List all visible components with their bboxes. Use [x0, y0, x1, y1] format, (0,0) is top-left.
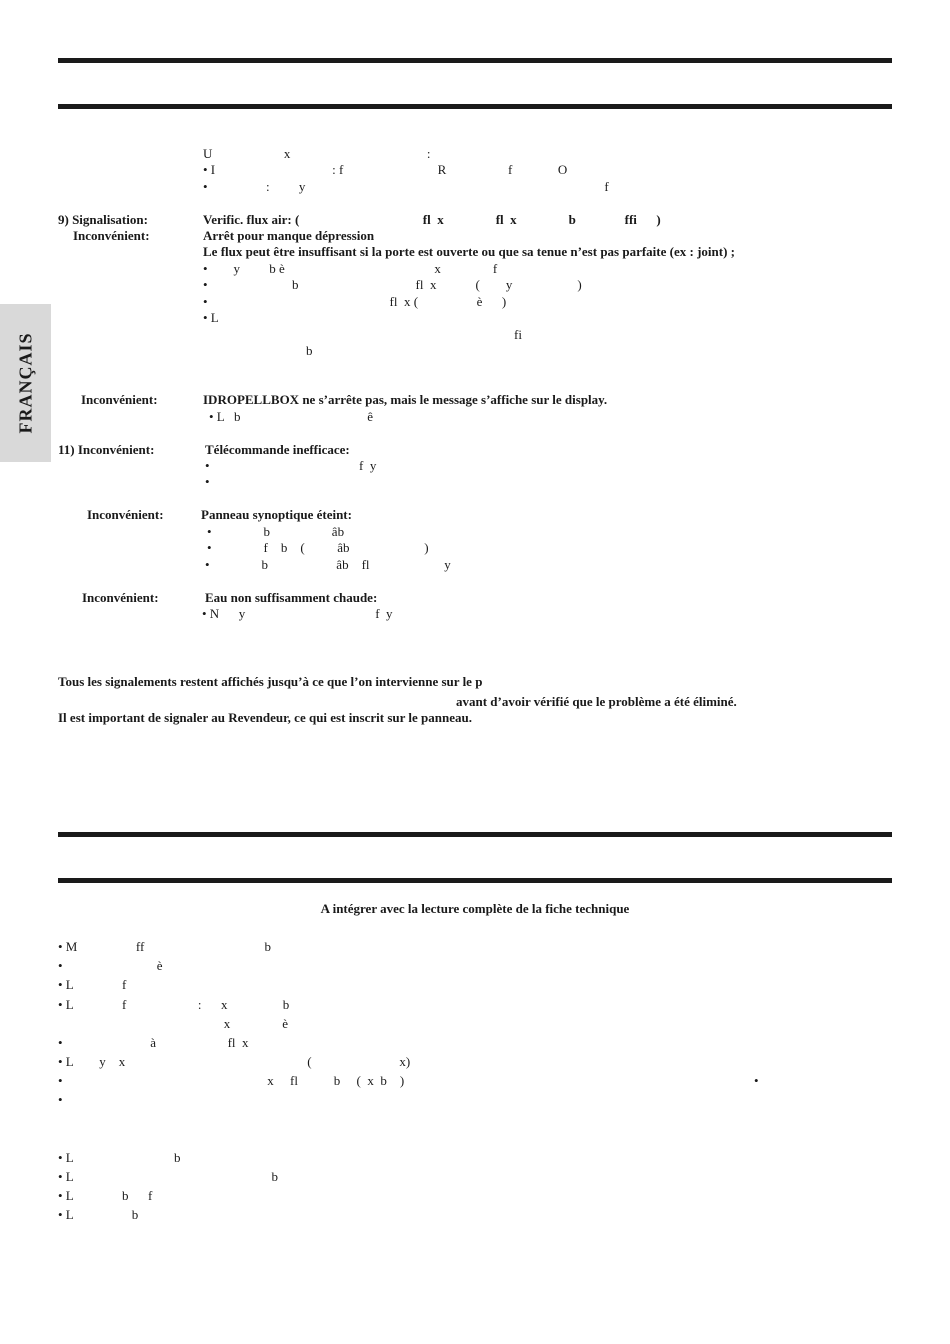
top-rule-2 — [58, 104, 892, 109]
bottom-rule-2 — [58, 878, 892, 883]
list2-item-4: • L b — [58, 1207, 139, 1222]
item13-label: Inconvénient: — [82, 590, 159, 605]
item9-bullet-4: • L — [203, 310, 219, 325]
note-line-1: Tous les signalements restent affichés jusqu’à ce que l’on intervienne sur le p — [58, 674, 483, 689]
list2-item-2: • L b — [58, 1169, 279, 1184]
item12-bullet-3: • b âb fl y — [205, 557, 451, 572]
item13-title: Eau non suffisamment chaude: — [205, 590, 378, 605]
language-tab-label: FRANÇAIS — [15, 332, 35, 434]
note-line-3: Il est important de signaler au Revendeur, ce qui est inscrit sur le panneau. — [58, 710, 472, 725]
list1-item-7: • L y x ( x) — [58, 1054, 411, 1069]
item11-label: 11) Inconvénient: — [58, 442, 155, 457]
list2-item-1: • L b — [58, 1150, 181, 1165]
item10-title: IDROPELLBOX ne s’arrête pas, mais le message s’affiche sur le display. — [203, 392, 608, 407]
section2-heading: A intégrer avec la lecture complète de la fiche technique — [320, 901, 630, 916]
item13-bullet: • N y f y — [202, 606, 393, 621]
list1-item-9: • — [58, 1092, 63, 1107]
item9-line-3: Le flux peut être insuffisant si la porte est ouverte ou que sa tenue n’est pas parfaite (ex : joint) ; — [203, 244, 735, 259]
item12-bullet-1: • b âb — [207, 524, 345, 539]
list1-item-2: • è — [58, 958, 163, 973]
item9-line-2: Arrêt pour manque dépression — [203, 228, 375, 243]
item9-bullet-2: • b fl x ( y ) — [203, 277, 582, 292]
item12-title: Panneau synoptique éteint: — [201, 507, 352, 522]
item9-continuation-1: fi — [514, 327, 522, 342]
list1-item-8-tail: • — [754, 1073, 759, 1088]
item12-bullet-2: • f b ( âb ) — [207, 540, 429, 555]
item9-bullet-1: • y b è x f — [203, 261, 498, 276]
item9-label: 9) Signalisation: — [58, 212, 148, 227]
list1-item-5: x è — [58, 1016, 289, 1031]
list2-item-3: • L b f — [58, 1188, 153, 1203]
item12-label: Inconvénient: — [87, 507, 164, 522]
item11-title: Télécommande inefficace: — [205, 442, 350, 457]
item11-bullet-2: • — [205, 474, 210, 489]
list1-item-8: • x fl b ( x b ) — [58, 1073, 405, 1088]
item10-label: Inconvénient: — [81, 392, 158, 407]
intro-line-1: U x : — [203, 146, 431, 161]
language-tab — [0, 304, 51, 462]
list1-item-3: • L f — [58, 977, 127, 992]
item9-continuation-2: b — [306, 343, 313, 358]
item9-bullet-3: • fl x ( è ) — [203, 294, 507, 309]
bottom-rule-1 — [58, 832, 892, 837]
list1-item-1: • M ff b — [58, 939, 272, 954]
list1-item-6: • à fl x — [58, 1035, 249, 1050]
item9-label-2: Inconvénient: — [73, 228, 150, 243]
list1-item-4: • L f : x b — [58, 997, 290, 1012]
item9-title: Verific. flux air: ( fl x fl x b ffi ) — [203, 212, 661, 227]
top-rule-1 — [58, 58, 892, 63]
intro-line-3: • : y f — [203, 179, 609, 194]
note-line-2: avant d’avoir vérifié que le problème a été éliminé. — [456, 694, 737, 709]
item10-bullet: • L b ê — [209, 409, 374, 424]
item11-bullet-1: • f y — [205, 458, 377, 473]
intro-line-2: • I : f R f O — [203, 162, 568, 177]
